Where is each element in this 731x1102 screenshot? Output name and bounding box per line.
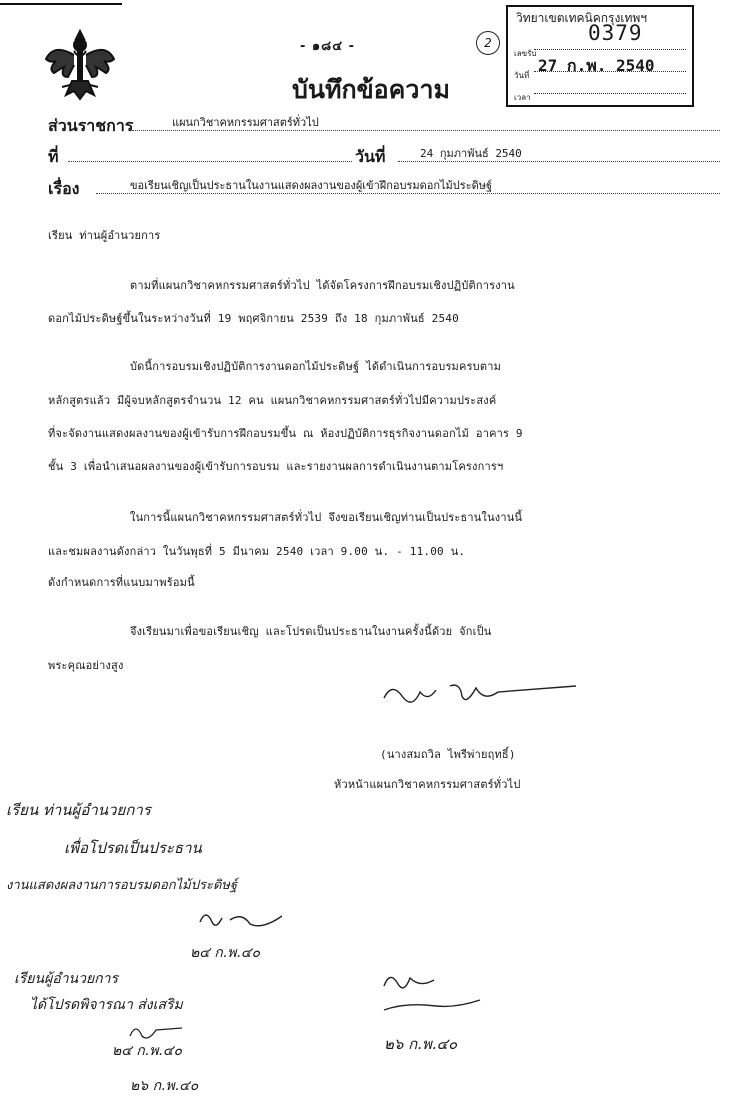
signer-name: (นางสมถวิล ไพรีพ่ายฤทธิ์) xyxy=(380,748,516,761)
paragraph-3-line-3: ดังกำหนดการที่แนบมาพร้อมนี้ xyxy=(48,576,195,589)
officer-initials xyxy=(126,1020,186,1042)
paragraph-1-line-1: ตามที่แผนกวิชาคหกรรมศาสตร์ทั่วไป ได้จัดโครงการฝึกอบรมเชิงปฏิบัติการงาน xyxy=(130,279,515,292)
handwritten-note-3: งานแสดงผลงานการอบรมดอกไม้ประดิษฐ์ xyxy=(6,878,238,893)
receipt-stamp xyxy=(506,5,694,107)
page-number: - ๑๘๔ - xyxy=(300,39,355,54)
handwritten-note-4: เรียนผู้อำนวยการ xyxy=(14,971,119,987)
circled-number: 2 xyxy=(476,31,500,55)
subject-value: ขอเรียนเชิญเป็นประธานในงานแสดงผลงานของผู้เข้าฝึกอบรมดอกไม้ประดิษฐ์ xyxy=(130,179,493,192)
director-initials xyxy=(196,904,286,934)
stamp-time-line xyxy=(534,93,686,94)
paragraph-4-line-2: พระคุณอย่างสูง xyxy=(48,659,124,672)
stamp-receipt-number: 0379 xyxy=(588,21,643,45)
paragraph-2-line-2: หลักสูตรแล้ว มีผู้จบหลักสูตรจำนวน 12 คน แผนกวิชาคหกรรมศาสตร์ทั่วไปมีความประสงค์ xyxy=(48,394,497,407)
date-label: วันที่ xyxy=(355,147,386,166)
handwritten-date-3: ๒๖ ก.พ.๔๐ xyxy=(130,1078,199,1094)
date-value: 24 กุมภาพันธ์ 2540 xyxy=(420,147,522,160)
paragraph-2-line-1: บัดนี้การอบรมเชิงปฏิบัติการงานดอกไม้ประดิษฐ์ ได้ดำเนินการอบรมครบตาม xyxy=(130,360,502,373)
memo-title: บันทึกข้อความ xyxy=(292,75,450,104)
top-rule xyxy=(0,3,122,5)
ref-label: ที่ xyxy=(48,147,59,166)
salutation: เรียน ท่านผู้อำนวยการ xyxy=(48,229,161,242)
handwritten-date-4: ๒๖ ก.พ.๔๐ xyxy=(384,1035,458,1053)
right-signature xyxy=(376,966,496,1026)
subject-label: เรื่อง xyxy=(48,179,80,198)
paragraph-4-line-1: จึงเรียนมาเพื่อขอเรียนเชิญ และโปรดเป็นประธานในงานครั้งนี้ด้วย จักเป็น xyxy=(130,625,492,638)
paragraph-3-line-2: และชมผลงานดังกล่าว ในวันพุธที่ 5 มีนาคม 2540 เวลา 9.00 น. - 11.00 น. xyxy=(48,545,466,558)
stamp-organization: วิทยาเขตเทคนิคกรุงเทพฯ xyxy=(516,11,648,25)
handwritten-note-2: เพื่อโปรดเป็นประธาน xyxy=(64,839,202,857)
paragraph-1-line-2: ดอกไม้ประดิษฐ์ขึ้นในระหว่างวันที่ 19 พฤศจิกายน 2539 ถึง 18 กุมภาพันธ์ 2540 xyxy=(48,312,459,325)
department-label: ส่วนราชการ xyxy=(48,116,134,135)
stamp-receipt-label: เลขรับ xyxy=(514,49,537,58)
paragraph-2-line-3: ที่จะจัดงานแสดงผลงานของผู้เข้ารับการฝึกอบรมขึ้น ณ ห้องปฏิบัติการธุรกิจงานดอกไม้ อาคาร 9 xyxy=(48,427,523,440)
handwritten-note-1: เรียน ท่านผู้อำนวยการ xyxy=(6,801,151,819)
handwritten-date-2: ๒๔ ก.พ.๔๐ xyxy=(112,1043,183,1059)
ref-line xyxy=(68,145,352,162)
stamp-receipt-date: 27 ก.พ. 2540 xyxy=(538,56,655,75)
handwritten-date-1: ๒๔ ก.พ.๔๐ xyxy=(190,945,261,961)
stamp-receipt-line xyxy=(534,49,686,50)
sender-signature xyxy=(380,672,580,712)
handwritten-note-5: ได้โปรดพิจารณา ส่งเสริม xyxy=(30,997,183,1013)
stamp-time-label: เวลา xyxy=(514,93,531,102)
garuda-emblem-icon xyxy=(40,25,120,105)
stamp-date-label: วันที่ xyxy=(514,71,530,80)
paragraph-2-line-4: ชั้น 3 เพื่อนำเสนอผลงานของผู้เข้ารับการอบรม และรายงานผลการดำเนินงานตามโครงการฯ xyxy=(48,460,504,473)
signer-position: หัวหน้าแผนกวิชาคหกรรมศาสตร์ทั่วไป xyxy=(334,778,521,791)
paragraph-3-line-1: ในการนี้แผนกวิชาคหกรรมศาสตร์ทั่วไป จึงขอเรียนเชิญท่านเป็นประธานในงานนี้ xyxy=(130,511,523,524)
department-value: แผนกวิชาคหกรรมศาสตร์ทั่วไป xyxy=(172,116,319,129)
